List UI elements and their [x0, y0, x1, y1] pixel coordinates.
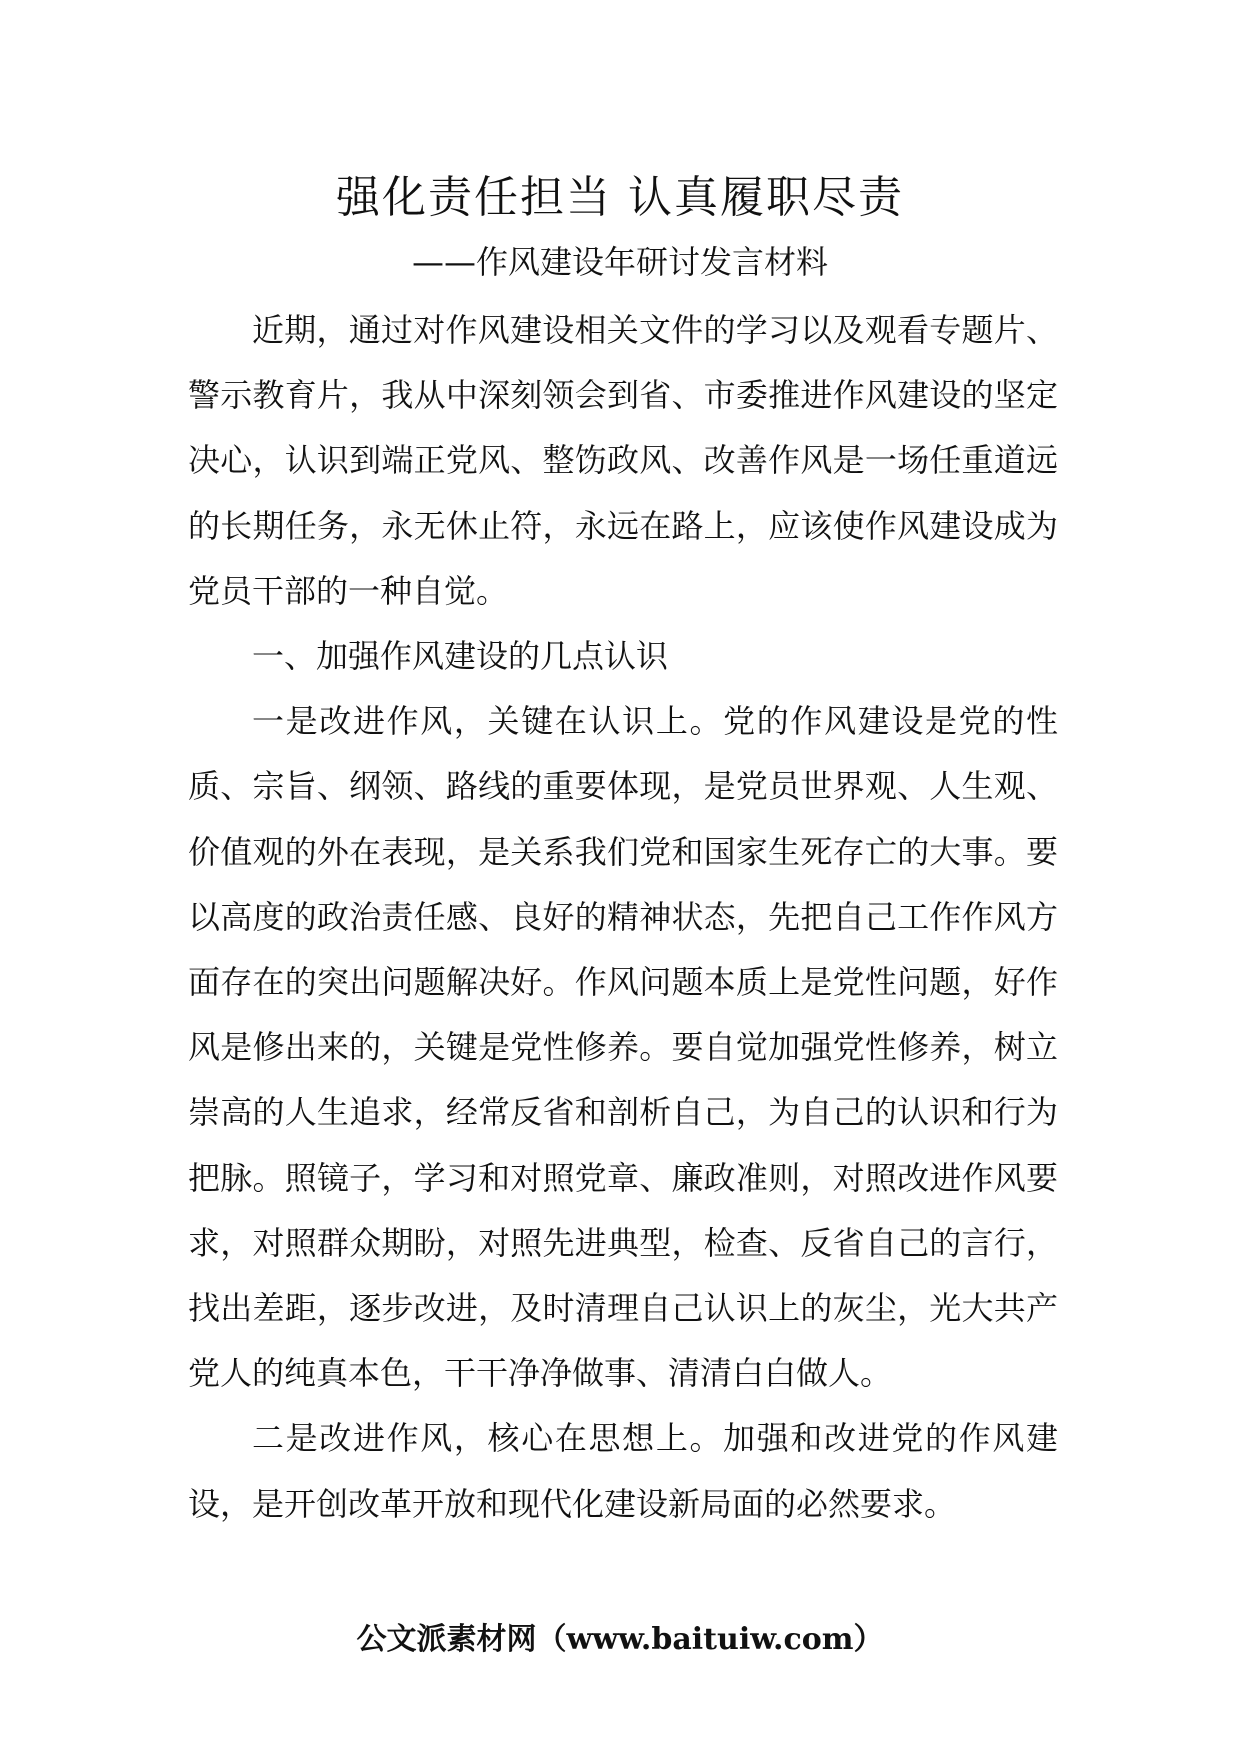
body-paragraph-intro: 近期，通过对作风建设相关文件的学习以及观看专题片、警示教育片，我从中深刻领会到省、市委推进作风建设的坚定决心，认识到端正党风、整饬政风、改善作风是一场任重道远的长期任务，永无休止符，永远在路上，应该使作风建设成为党员干部的一种自觉。: [188, 311, 1058, 610]
body-paragraph-point-one: 一是改进作风，关键在认识上。党的作风建设是党的性质、宗旨、纲领、路线的重要体现，是党员世界观、人生观、价值观的外在表现，是关系我们党和国家生死存亡的大事。要以高度的政治责任感、良好的精神状态，先把自己工作作风方面存在的突出问题解决好。作风问题本质上是党性问题，好作风是修出来的，关键是党性修养。要自觉加强党性修养，树立崇高的人生追求，经常反省和剖析自己，为自己的认识和行为把脉。照镜子，学习和对照党章、廉政准则，对照改进作风要求，对照群众期盼，对照先进典型，检查、反省自己的言行，找出差距，逐步改进，及时清理自己认识上的灰尘，光大共产党人的纯真本色，干干净净做事、清清白白做人。: [188, 702, 1058, 1393]
footer-watermark: 公文派素材网（www.baituiw.com）: [356, 1622, 884, 1657]
document-subtitle: ——作风建设年研讨发言材料: [411, 243, 828, 281]
body-paragraph-point-two: 二是改进作风，核心在思想上。加强和改进党的作风建设，是开创改革开放和现代化建设新局面的必然要求。: [188, 1419, 1058, 1523]
section-heading: 一、加强作风建设的几点认识: [252, 637, 669, 676]
document-body: [188, 298, 1058, 1537]
document-title: 强化责任担当 认真履职尽责: [336, 172, 904, 223]
